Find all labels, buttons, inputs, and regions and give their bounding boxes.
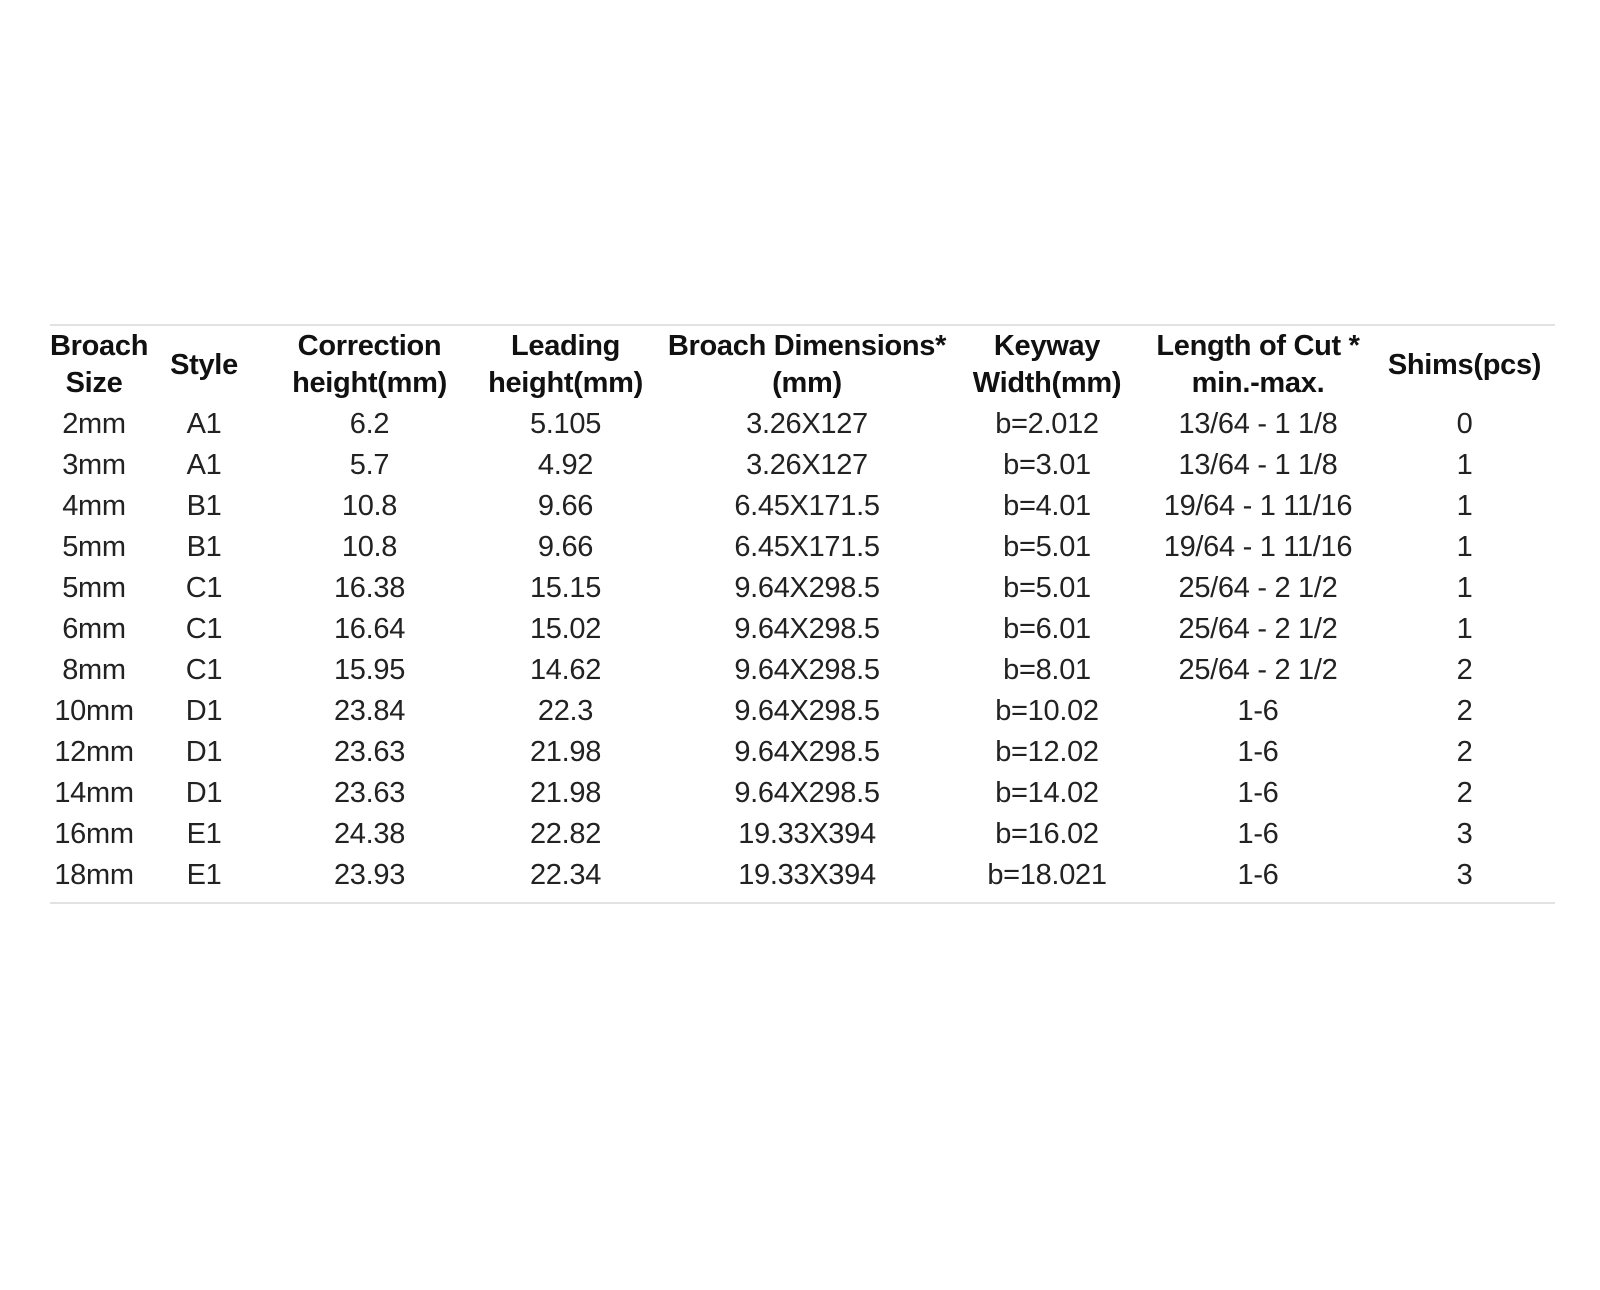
- cell-shims: 1: [1456, 531, 1473, 563]
- cell-shims: 2: [1456, 654, 1473, 686]
- cell-keyway-width: b=16.02: [995, 818, 1099, 850]
- cell-broach-size: 5mm: [62, 572, 126, 604]
- table-row: [50, 486, 1555, 527]
- cell-length-of-cut: 25/64 - 2 1/2: [1178, 613, 1338, 645]
- cell-length-of-cut: 1-6: [1237, 818, 1279, 850]
- broach-spec-table-container: [50, 324, 1555, 904]
- cell-broach-size: 10mm: [54, 695, 134, 727]
- cell-leading-height: 21.98: [529, 777, 602, 809]
- broach-spec-table: [50, 326, 1555, 902]
- header-broach-size: Broach Size: [50, 330, 149, 399]
- cell-style: B1: [186, 490, 222, 522]
- table-row: [50, 732, 1555, 773]
- table-row: [50, 445, 1555, 486]
- cell-broach-size: 8mm: [62, 654, 126, 686]
- cell-keyway-width: b=8.01: [1003, 654, 1091, 686]
- cell-leading-height: 15.15: [529, 572, 602, 604]
- cell-shims: 3: [1456, 859, 1473, 891]
- cell-style: C1: [185, 654, 223, 686]
- cell-keyway-width: b=2.012: [995, 408, 1099, 440]
- cell-correction-height: 16.38: [333, 572, 406, 604]
- bottom-divider: [50, 902, 1555, 904]
- cell-style: C1: [185, 572, 223, 604]
- cell-correction-height: 10.8: [341, 531, 398, 563]
- cell-shims: 2: [1456, 777, 1473, 809]
- cell-correction-height: 5.7: [349, 449, 390, 481]
- cell-broach-dimensions: 9.64X298.5: [734, 777, 880, 809]
- cell-broach-dimensions: 6.45X171.5: [734, 531, 880, 563]
- table-header-row: [50, 326, 1555, 404]
- cell-broach-dimensions: 9.64X298.5: [734, 613, 880, 645]
- cell-broach-size: 5mm: [62, 531, 126, 563]
- cell-shims: 0: [1456, 408, 1473, 440]
- cell-style: C1: [185, 613, 223, 645]
- cell-correction-height: 15.95: [333, 654, 406, 686]
- cell-correction-height: 23.63: [333, 736, 406, 768]
- cell-broach-dimensions: 9.64X298.5: [734, 736, 880, 768]
- cell-keyway-width: b=5.01: [1003, 572, 1091, 604]
- cell-keyway-width: b=10.02: [995, 695, 1099, 727]
- cell-keyway-width: b=6.01: [1003, 613, 1091, 645]
- cell-style: A1: [186, 449, 222, 481]
- cell-broach-dimensions: 9.64X298.5: [734, 654, 880, 686]
- cell-style: B1: [186, 531, 222, 563]
- cell-length-of-cut: 25/64 - 2 1/2: [1178, 654, 1338, 686]
- cell-correction-height: 23.63: [333, 777, 406, 809]
- cell-shims: 1: [1456, 490, 1473, 522]
- cell-correction-height: 23.84: [333, 695, 406, 727]
- cell-keyway-width: b=12.02: [995, 736, 1099, 768]
- cell-style: D1: [185, 777, 223, 809]
- cell-broach-dimensions: 9.64X298.5: [734, 572, 880, 604]
- cell-leading-height: 14.62: [529, 654, 602, 686]
- cell-broach-dimensions: 6.45X171.5: [734, 490, 880, 522]
- cell-length-of-cut: 1-6: [1237, 695, 1279, 727]
- header-shims: Shims(pcs): [1387, 348, 1542, 381]
- cell-length-of-cut: 1-6: [1237, 736, 1279, 768]
- header-leading-height: Leading height(mm): [488, 330, 643, 399]
- cell-length-of-cut: 25/64 - 2 1/2: [1178, 572, 1338, 604]
- cell-correction-height: 10.8: [341, 490, 398, 522]
- cell-length-of-cut: 13/64 - 1 1/8: [1178, 408, 1338, 440]
- cell-broach-size: 18mm: [54, 859, 134, 891]
- cell-broach-size: 14mm: [54, 777, 134, 809]
- cell-style: E1: [186, 818, 222, 850]
- cell-broach-size: 3mm: [62, 449, 126, 481]
- cell-shims: 3: [1456, 818, 1473, 850]
- cell-broach-dimensions: 9.64X298.5: [734, 695, 880, 727]
- header-broach-dimensions: Broach Dimensions* (mm): [667, 330, 947, 399]
- cell-keyway-width: b=4.01: [1003, 490, 1091, 522]
- cell-length-of-cut: 1-6: [1237, 859, 1279, 891]
- header-keyway-width: Keyway Width(mm): [972, 330, 1122, 399]
- table-row: [50, 609, 1555, 650]
- cell-leading-height: 4.92: [537, 449, 594, 481]
- cell-style: D1: [185, 736, 223, 768]
- cell-keyway-width: b=14.02: [995, 777, 1099, 809]
- cell-keyway-width: b=3.01: [1003, 449, 1091, 481]
- cell-broach-size: 6mm: [62, 613, 126, 645]
- table-row: [50, 568, 1555, 609]
- table-row: [50, 855, 1555, 902]
- cell-shims: 1: [1456, 572, 1473, 604]
- cell-broach-dimensions: 3.26X127: [746, 408, 868, 440]
- table-row: [50, 650, 1555, 691]
- cell-broach-size: 2mm: [62, 408, 126, 440]
- cell-length-of-cut: 19/64 - 1 11/16: [1163, 490, 1353, 522]
- table-row: [50, 404, 1555, 445]
- cell-length-of-cut: 1-6: [1237, 777, 1279, 809]
- table-body: [50, 404, 1555, 902]
- cell-leading-height: 15.02: [529, 613, 602, 645]
- cell-correction-height: 24.38: [333, 818, 406, 850]
- cell-length-of-cut: 13/64 - 1 1/8: [1178, 449, 1338, 481]
- cell-broach-dimensions: 19.33X394: [738, 818, 876, 850]
- cell-leading-height: 22.3: [537, 695, 594, 727]
- header-length-of-cut: Length of Cut * min.-max.: [1156, 330, 1360, 399]
- cell-keyway-width: b=18.021: [987, 859, 1107, 891]
- cell-leading-height: 22.82: [529, 818, 602, 850]
- table-row: [50, 691, 1555, 732]
- header-correction-height: Correction height(mm): [292, 330, 447, 399]
- table-row: [50, 814, 1555, 855]
- cell-shims: 2: [1456, 736, 1473, 768]
- cell-leading-height: 9.66: [537, 490, 594, 522]
- cell-broach-size: 16mm: [54, 818, 134, 850]
- cell-shims: 2: [1456, 695, 1473, 727]
- cell-shims: 1: [1456, 613, 1473, 645]
- cell-correction-height: 6.2: [349, 408, 390, 440]
- cell-style: D1: [185, 695, 223, 727]
- cell-keyway-width: b=5.01: [1003, 531, 1091, 563]
- cell-correction-height: 16.64: [333, 613, 406, 645]
- cell-leading-height: 5.105: [529, 408, 602, 440]
- table-row: [50, 773, 1555, 814]
- cell-shims: 1: [1456, 449, 1473, 481]
- cell-style: E1: [186, 859, 222, 891]
- cell-style: A1: [186, 408, 222, 440]
- cell-leading-height: 9.66: [537, 531, 594, 563]
- cell-broach-size: 4mm: [62, 490, 126, 522]
- header-style: Style: [170, 348, 238, 381]
- cell-correction-height: 23.93: [333, 859, 406, 891]
- cell-length-of-cut: 19/64 - 1 11/16: [1163, 531, 1353, 563]
- cell-broach-dimensions: 19.33X394: [738, 859, 876, 891]
- cell-broach-dimensions: 3.26X127: [746, 449, 868, 481]
- cell-leading-height: 22.34: [529, 859, 602, 891]
- table-row: [50, 527, 1555, 568]
- cell-leading-height: 21.98: [529, 736, 602, 768]
- cell-broach-size: 12mm: [54, 736, 134, 768]
